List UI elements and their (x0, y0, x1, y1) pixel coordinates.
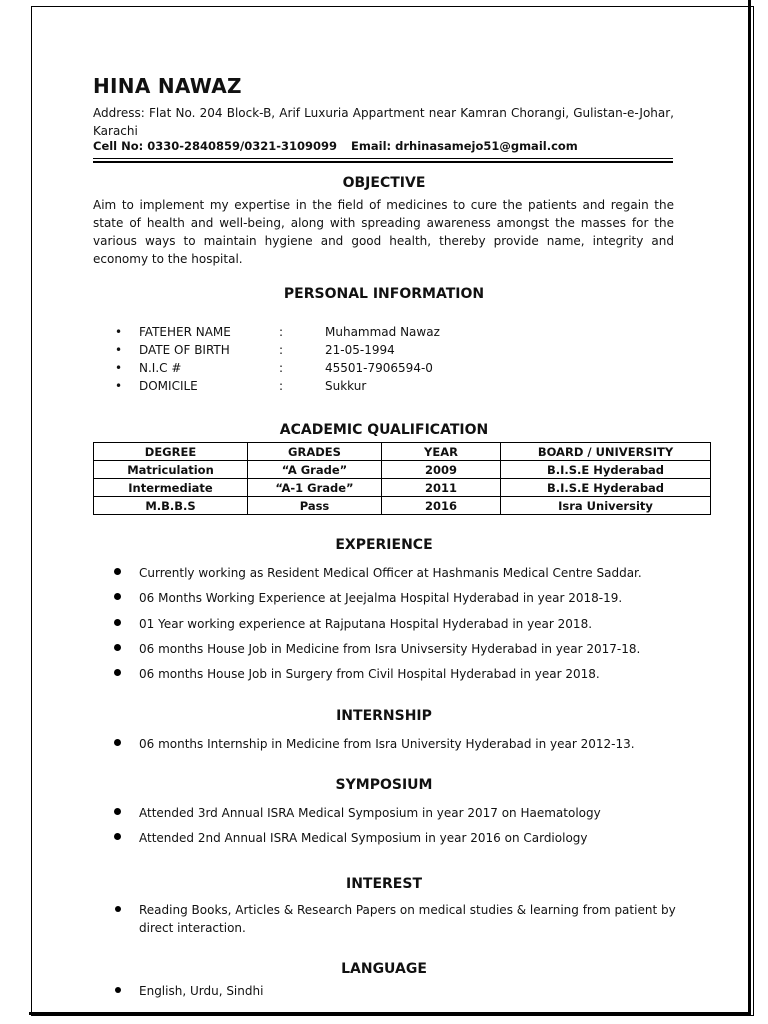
personal-info-heading: PERSONAL INFORMATION (283, 286, 485, 302)
candidate-name: HINA NAWAZ (93, 74, 242, 98)
list-item-text: 06 months Internship in Medicine from Isra University Hyderabad in year 2012-13. (139, 737, 635, 751)
list-item (114, 735, 694, 760)
academic-heading: ACADEMIC QUALIFICATION (279, 422, 489, 438)
list-item (114, 901, 694, 937)
experience-heading: EXPERIENCE (335, 537, 433, 553)
list-item-text: 06 months House Job in Medicine from Isra Univsersity Hyderabad in year 2017-18. (139, 641, 641, 656)
address-text: Address: Flat No. 204 Block-B, Arif Luxuria Appartment near Kamran Chorangi, Gulistan-e-Johar, Karachi (93, 106, 674, 138)
header-divider-thin (93, 158, 673, 159)
objective-heading: OBJECTIVE (342, 175, 426, 191)
info-colon: : (279, 343, 284, 357)
interest-list (114, 901, 694, 937)
table-cell: Isra University (501, 497, 711, 515)
language-heading: LANGUAGE (341, 961, 427, 977)
info-value: 45501-7906594-0 (325, 361, 433, 375)
column-header: DEGREE (94, 443, 248, 461)
list-item (114, 564, 694, 589)
column-header: BOARD / UNIVERSITY (501, 443, 711, 461)
symposium-heading: SYMPOSIUM (335, 777, 433, 793)
column-header: GRADES (248, 443, 382, 461)
info-colon: : (279, 325, 284, 339)
table-cell: 2016 (382, 497, 501, 515)
info-label: DOMICILE (139, 379, 198, 393)
table-cell: Matriculation (94, 461, 248, 479)
list-item-text: 06 Months Working Experience at Jeejalma Hospital Hyderabad in year 2018-19. (139, 591, 623, 606)
list-item (114, 665, 694, 690)
list-item-text: Currently working as Resident Medical Officer at Hashmanis Medical Centre Saddar. (139, 566, 642, 580)
list-item (114, 804, 694, 829)
table-cell: Pass (248, 497, 382, 515)
email-address: Email: drhinasamejo51@gmail.com (351, 139, 578, 153)
table-cell: “A Grade” (248, 461, 382, 479)
table-row (94, 461, 711, 479)
list-item (114, 982, 694, 1007)
info-value: Sukkur (325, 379, 367, 393)
bullet-icon (115, 987, 121, 993)
info-label: N.I.C # (139, 361, 182, 375)
table-cell: B.I.S.E Hyderabad (501, 479, 711, 497)
internship-list (114, 735, 694, 760)
list-item (114, 829, 694, 854)
table-cell: 2011 (382, 479, 501, 497)
list-item (114, 615, 694, 640)
interest-heading: INTEREST (345, 876, 422, 892)
bullet-icon (114, 669, 121, 676)
table-cell: “A-1 Grade” (248, 479, 382, 497)
table-row (94, 497, 711, 515)
bullet-icon (114, 619, 121, 626)
symposium-list (114, 804, 694, 855)
bullet-icon (114, 739, 121, 746)
cell-number: Cell No: 0330-2840859/0321-3109099 (93, 139, 338, 153)
bullet-icon (114, 644, 121, 651)
list-item-text: Attended 3rd Annual ISRA Medical Symposium in year 2017 on Haematology (139, 806, 601, 820)
bullet-icon: • (115, 325, 123, 339)
contact-line (93, 139, 578, 153)
info-label: FATEHER NAME (139, 325, 231, 339)
column-header: YEAR (382, 443, 501, 461)
experience-list (114, 564, 694, 690)
internship-heading: INTERNSHIP (336, 708, 432, 724)
table-row (94, 479, 711, 497)
info-label: DATE OF BIRTH (139, 343, 230, 357)
list-item-text: 01 Year working experience at Rajputana Hospital Hyderabad in year 2018. (139, 616, 593, 631)
info-value: Muhammad Nawaz (325, 325, 440, 339)
header-divider-thick (93, 161, 673, 163)
list-item-text: Attended 2nd Annual ISRA Medical Symposium in year 2016 on Cardiology (139, 831, 588, 846)
list-item-text: English, Urdu, Sindhi (139, 984, 264, 998)
bullet-icon: • (115, 361, 123, 375)
bullet-icon: • (115, 343, 123, 357)
bullet-icon: • (115, 379, 123, 393)
table-cell: Intermediate (94, 479, 248, 497)
table-cell: B.I.S.E Hyderabad (501, 461, 711, 479)
list-item (114, 640, 694, 665)
bullet-icon (114, 808, 121, 815)
bullet-icon (114, 833, 121, 840)
bullet-icon (114, 593, 121, 600)
table-cell: M.B.B.S (94, 497, 248, 515)
academic-table (93, 442, 711, 515)
info-colon: : (279, 361, 284, 375)
info-value: 21-05-1994 (325, 343, 395, 357)
info-colon: : (279, 379, 284, 393)
bullet-icon (115, 906, 121, 912)
objective-text: Aim to implement my expertise in the field of medicines to cure the patients and regain the state of health and well-being, along with spreading awareness amongst the masses for the various ways to maintain hygiene and good health, thereby provide name, integrity and economy to the hospital. (93, 198, 674, 266)
list-item-text: 06 months House Job in Surgery from Civil Hospital Hyderabad in year 2018. (139, 667, 600, 682)
bullet-icon (114, 568, 121, 575)
table-cell: 2009 (382, 461, 501, 479)
list-item-text: Reading Books, Articles & Research Papers on medical studies & learning from patient by direct interaction. (139, 903, 676, 935)
language-list (114, 982, 694, 1007)
table-header-row (94, 443, 711, 461)
list-item (114, 589, 694, 614)
